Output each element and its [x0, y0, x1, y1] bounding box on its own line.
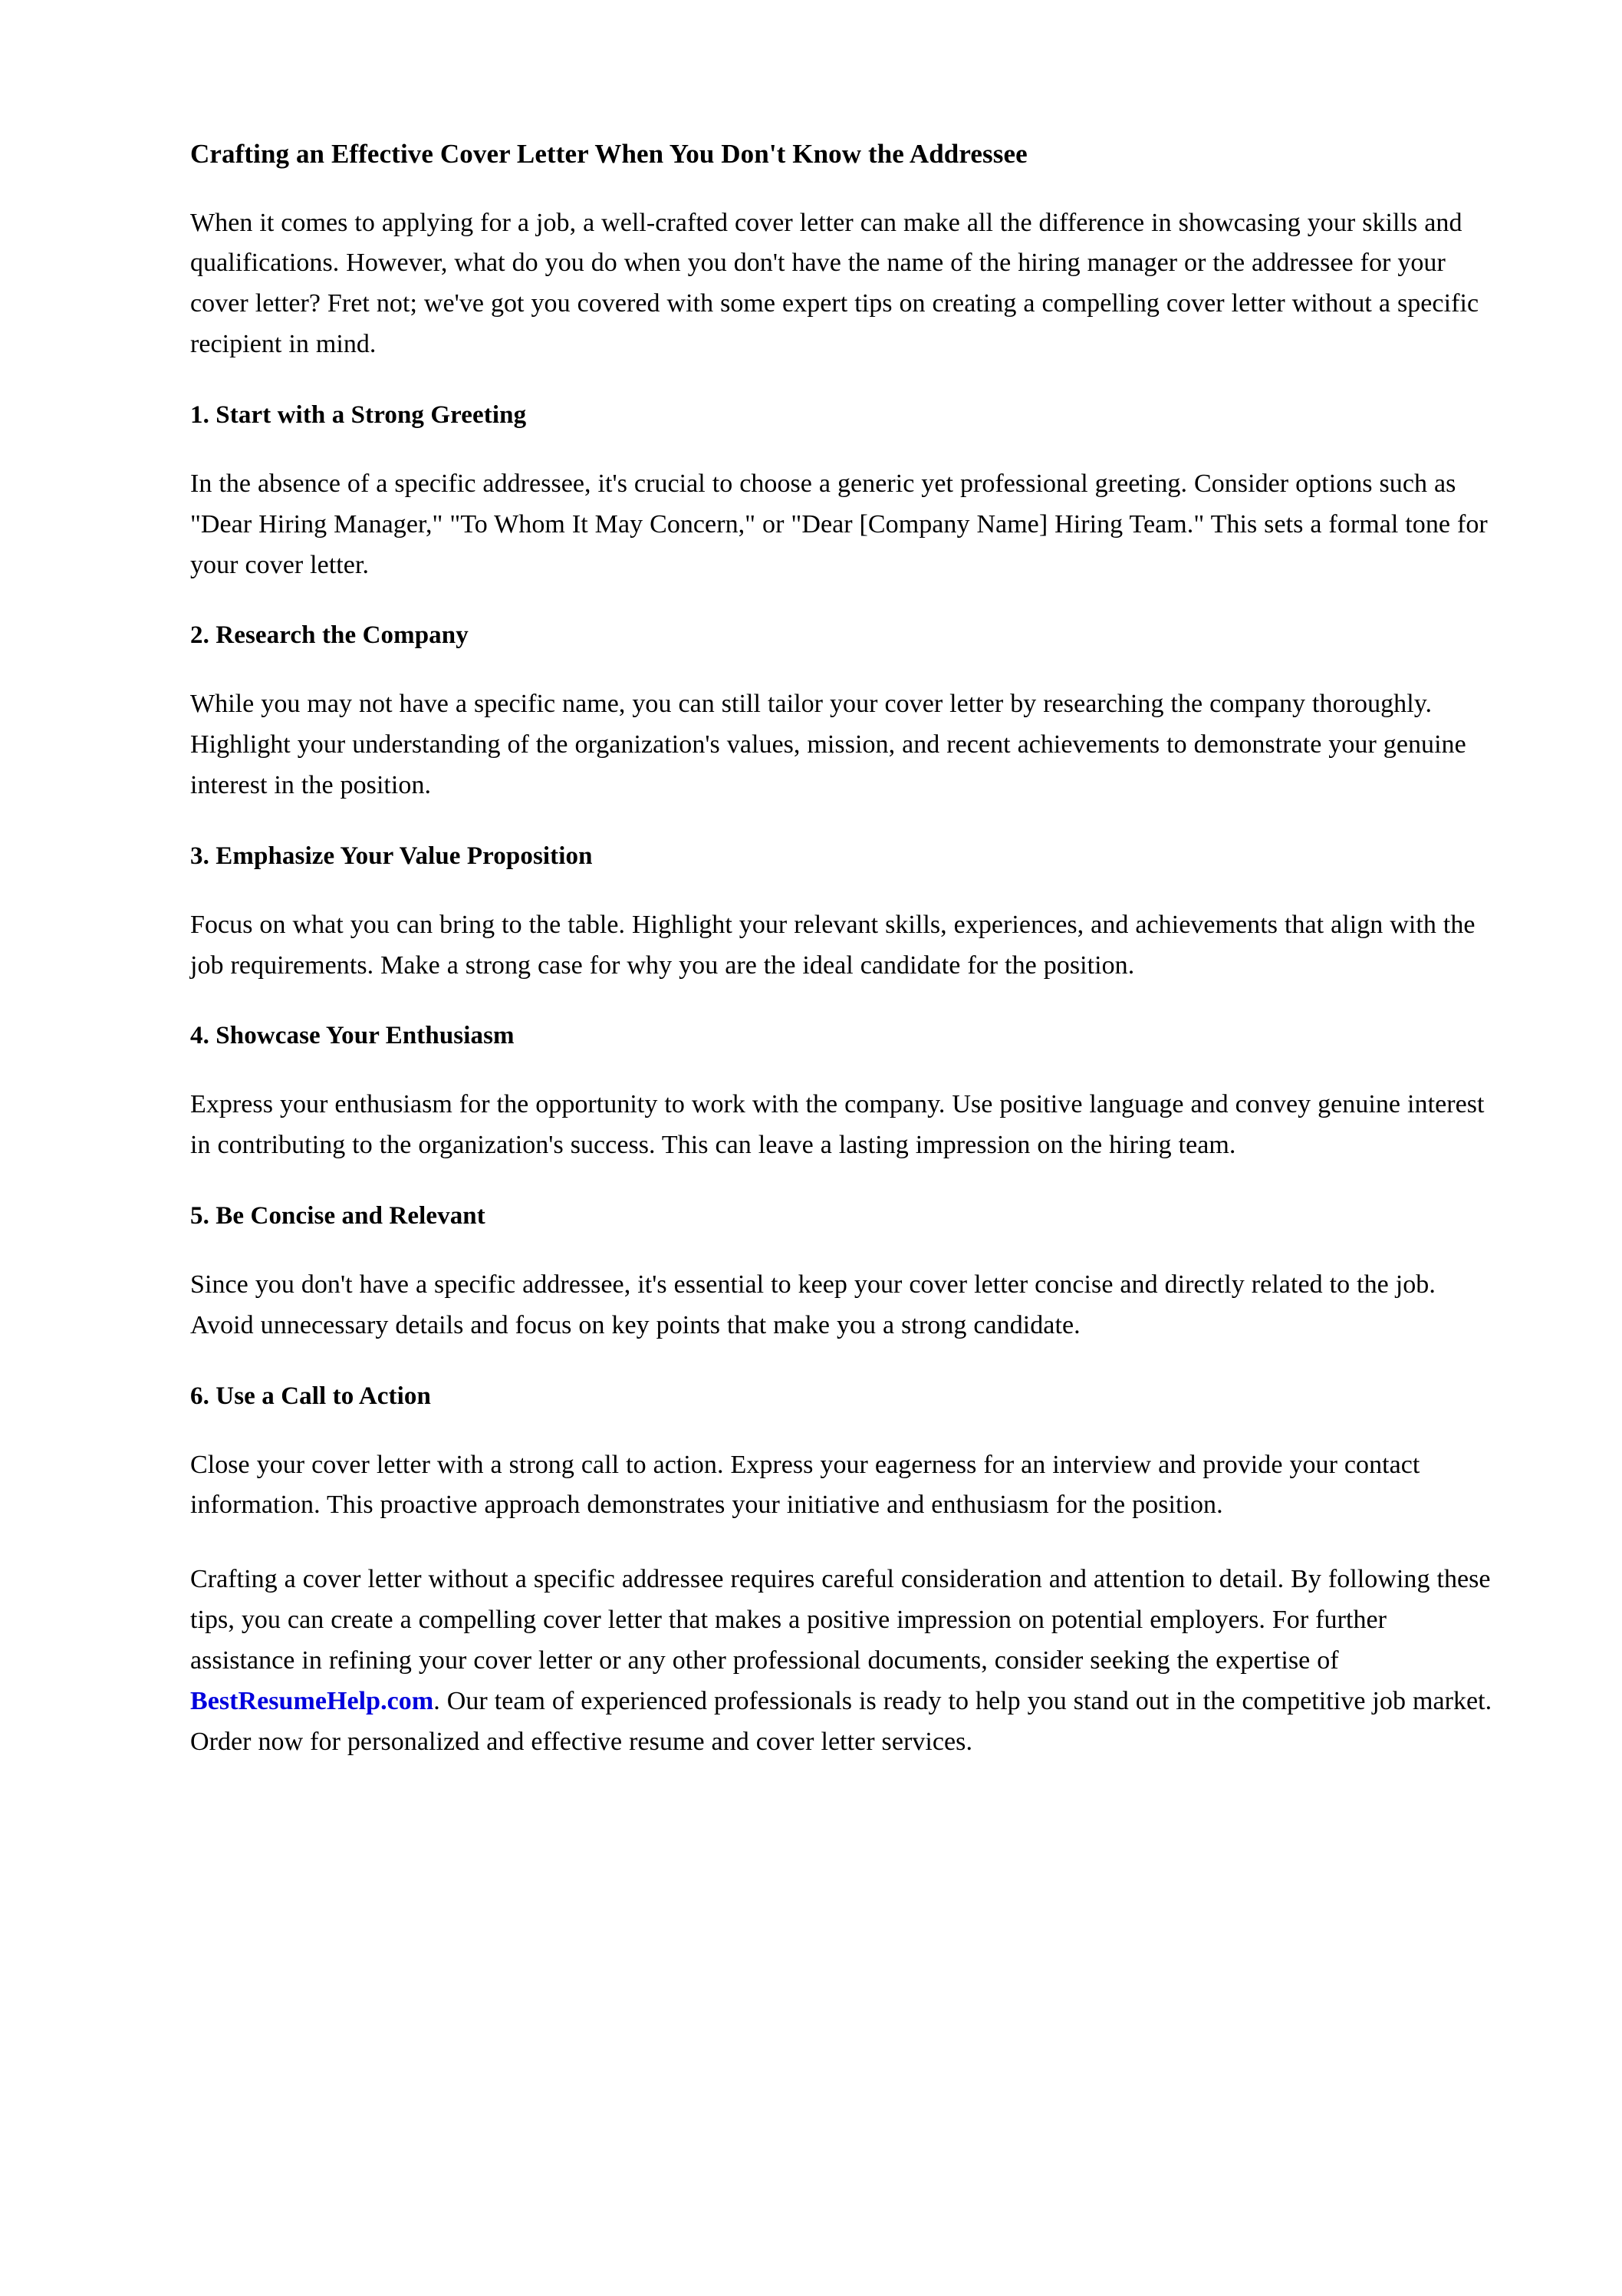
- section-body-3: Focus on what you can bring to the table. Highlight your relevant skills, experiences, and achievements that align with the job requirements. Make a strong case for why you are the ideal candidate for the position.: [190, 910, 1476, 980]
- section-body-2: While you may not have a specific name, you can still tailor your cover letter by researching the company thoroughly. Highlight your understanding of the organization's values, mission, and recent achievements to demonstrate your genuine interest in the position.: [190, 690, 1466, 800]
- section-heading-1: 1. Start with a Strong Greeting: [190, 400, 527, 429]
- closing-text-after-link: . Our team of experienced professionals is ready to help you stand out in the competitive job market. Order now for personalized and effective resume and cover letter services.: [190, 1686, 1492, 1756]
- page-title: Crafting an Effective Cover Letter When You Don't Know the Addressee: [190, 139, 1028, 169]
- closing-paragraph: [190, 1560, 1494, 1762]
- section-body-1: In the absence of a specific addressee, it's crucial to choose a generic yet professional greeting. Consider options such as "Dear Hiring Manager," "To Whom It May Concern," or "Dear [Company Name] Hiring Team." This sets a formal tone for your cover letter.: [190, 469, 1488, 579]
- best-resume-help-link[interactable]: BestResumeHelp.com: [190, 1686, 434, 1715]
- intro-paragraph: When it comes to applying for a job, a well-crafted cover letter can make all the difference in showcasing your skills and qualifications. However, what do you do when you don't have the name of the hiring manager or the addressee for your cover letter? Fret not; we've got you covered with some expert tips on creating a compelling cover letter without a specific recipient in mind.: [190, 208, 1479, 359]
- section-heading-4: 4. Showcase Your Enthusiasm: [190, 1022, 515, 1050]
- section-heading-6: 6. Use a Call to Action: [190, 1382, 431, 1410]
- document-content: [190, 137, 1494, 1763]
- section-body-6: Close your cover letter with a strong call to action. Express your eagerness for an interview and provide your contact information. This proactive approach demonstrates your initiative and enthusiasm for the position.: [190, 1450, 1420, 1520]
- closing-text-before-link: Crafting a cover letter without a specific addressee requires careful consideration and attention to detail. By following these tips, you can create a compelling cover letter that makes a positive impression on potential employers. For further assistance in refining your cover letter or any other professional documents, consider seeking the expertise of: [190, 1565, 1491, 1675]
- section-body-5: Since you don't have a specific addressee, it's essential to keep your cover letter concise and directly related to the job. Avoid unnecessary details and focus on key points that make you a strong candidate.: [190, 1270, 1436, 1339]
- section-heading-2: 2. Research the Company: [190, 621, 469, 650]
- section-heading-3: 3. Emphasize Your Value Proposition: [190, 842, 593, 870]
- section-heading-5: 5. Be Concise and Relevant: [190, 1202, 485, 1230]
- section-body-4: Express your enthusiasm for the opportunity to work with the company. Use positive language and convey genuine interest in contributing to the organization's success. This can leave a lasting impression on the hiring team.: [190, 1090, 1485, 1160]
